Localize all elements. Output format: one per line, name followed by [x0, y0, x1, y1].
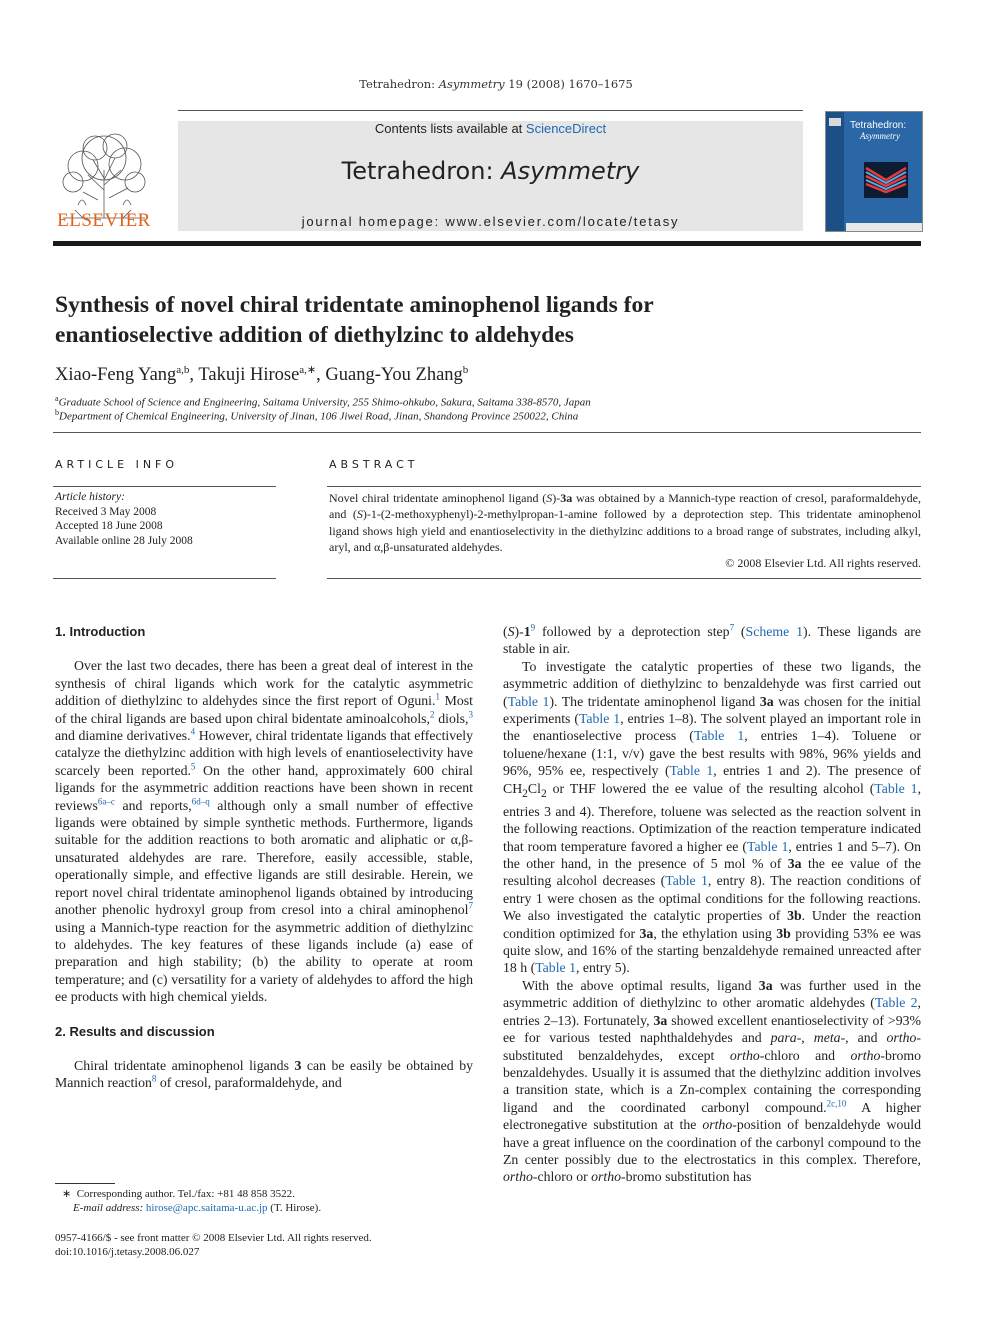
email-link[interactable]: hirose@apc.saitama-u.ac.jp	[145, 1202, 268, 1214]
contents-line: Contents lists available at ScienceDirect	[374, 121, 607, 136]
info-rule-bottom	[53, 578, 276, 579]
results-paragraph: With the above optimal results, ligand 3a was further used in the asymmetric addition of diethylzinc to other aromatic aldehydes (Table 2, entries 2–13). Fortunately, 3a showed excellent enantioselectivity of >93% ee for various tested naphthaldehydes and para-, meta-, and ortho-substituted benzaldehydes, except ortho-chloro and ortho-bromo benzaldehydes. Usually it is assumed that the diethylzinc addition involves a transition state, which is a Zn-complex containing the corresponding ligand and the coordinated carbonyl compound.$^{2c,10}$ A higher electronegative substitution at the ortho-position of benzaldehyde would have a great influence on the coordination of the carbonyl compound to the Zn center possibly due to the electrostatics in this complex. Therefore, ortho-chloro or ortho-bromo substitution has	[503, 977, 922, 1185]
cover-title: Tetrahedron:	[850, 120, 907, 131]
intro-paragraph: Over the last two decades, there has been a great deal of interest in the synthesis of chiral ligands which work for the catalytic asymmetric addition of diethylzinc to aldehydes since the first report of Oguni.$^1$ Most of the chiral ligands are based upon chiral bidentate aminoalcohols,$^2$ diols,$^3$ and diamine derivatives.$^4$ However, chiral tridentate ligands that effectively catalyze the diethylzinc addition with high levels of enantioselectivity have scarcely been reported.$^5$ On the other hand, approximately 600 chiral ligands for the asymmetric addition reactions have been shown in recent reviews$^{6a-c}$ and reports,$^{6d-q}$ although only a small number of effective ligands were obtained by simple synthetic methods. Furthermore, ligands suitable for the addition reactions to both aromatic and aliphatic or α,β-unsaturated aldehydes are rare. Therefore, easily accessible, stable, operationally simple, and effective ligands are still desirable. Herein, we report novel chiral tridentate aminophenol ligands obtained by introducing another phenolic hydroxyl group from cresol into a chiral aminophenol$^7$ using a Mannich-type reaction for the asymmetric addition of diethylzinc to aldehydes. The key features of these ligands include (a) ease of preparation and high stability; (b) the ability to operate at room temperature; and (c) versatility for a variety of aldehydes to afford the high ee products with high chemical yields.	[55, 658, 474, 1005]
corresponding-author-note: ∗ Corresponding author. Tel./fax: +81 48 858 3522.	[62, 1188, 295, 1200]
doi-line[interactable]: doi:10.1016/j.tetasy.2008.06.027	[55, 1246, 200, 1258]
footnote-rule	[55, 1183, 115, 1184]
right-column	[503, 623, 921, 1186]
email-note: E-mail address: hirose@apc.saitama-u.ac.jp (T. Hirose).	[73, 1202, 322, 1214]
results-paragraph-cont: $(S)-1^9$ followed by a deprotection step$^7$ (Scheme 1). These ligands are stable in air.	[503, 622, 921, 657]
info-rule-top	[53, 486, 276, 487]
article-info-heading: ARTICLE INFO	[55, 458, 179, 471]
author-name[interactable]: Xiao-Feng Yang	[55, 365, 177, 386]
journal-citation: Tetrahedron: Asymmetry 19 (2008) 1670–1675	[359, 77, 633, 91]
left-column	[55, 623, 473, 1092]
article-title: Synthesis of novel chiral tridentate aminophenol ligands for enantioselective addition of diethylzinc to aldehydes	[55, 292, 654, 348]
title-rule	[53, 432, 921, 433]
author-name[interactable]: Guang-You Zhang	[325, 365, 463, 386]
abstract-rule-bottom	[327, 578, 921, 579]
author-name[interactable]: Takuji Hirose	[198, 365, 300, 386]
abstract-heading: ABSTRACT	[329, 458, 419, 471]
results-paragraph: Chiral tridentate aminophenol ligands 3 can be easily be obtained by Mannich reaction$^8$ of cresol, paraformaldehyde, and	[55, 1057, 473, 1091]
abstract-copyright: © 2008 Elsevier Ltd. All rights reserved.	[725, 556, 921, 571]
article-history: Article history: Received 3 May 2008 Accepted 18 June 2008 Available online 28 July 2008	[55, 491, 193, 547]
journal-title: Tetrahedron: Asymmetry	[341, 157, 640, 185]
header-rule	[178, 110, 803, 111]
abstract-rule-top	[327, 486, 921, 487]
journal-homepage[interactable]: journal homepage: www.elsevier.com/locate/tetasy	[301, 214, 680, 229]
header-thick-rule	[53, 241, 921, 246]
affiliation-a: $^a$Graduate School of Science and Engineering, Saitama University, 255 Shimo-ohkubo, Sakura, Saitama 338-8570, Japan	[55, 394, 591, 409]
journal-cover-image	[825, 111, 923, 232]
publisher-logo-text: ELSEVIER	[57, 210, 151, 231]
cover-subtitle: Asymmetry	[860, 131, 900, 141]
abstract-text: Novel chiral tridentate aminophenol ligand (S)-3a was obtained by a Mannich-type reaction of cresol, paraformaldehyde, and (S)-1-(2-methoxyphenyl)-2-methylpropan-1-amine followed by a deprotection step. This tridentate aminophenol ligand shows high yield and enantioselectivity in the diethylzinc additions to a broad range of substrates, including alkyl, aryl, and α,β-unsaturated aldehydes. © 2008 Elsevier Ltd. All rights reserved.	[329, 491, 921, 571]
sciencedirect-link[interactable]: ScienceDirect	[525, 121, 607, 136]
results-paragraph: To investigate the catalytic properties of these two ligands, the asymmetric addition of diethylzinc to benzaldehyde was first carried out (Table 1). The tridentate aminophenol ligand 3a was chosen for the initial experiments (Table 1, entries 1–8). The solvent played an important role in the enantioselective process (Table 1, entries 1–4). Toluene or toluene/hexane (1:1, v/v) gave the best results with 98%, 96% yields and 96%, 95% ee, respectively (Table 1, entries 1 and 2). The presence of $CH_2Cl_2$ or THF lowered the ee value of the resulting alcohol (Table 1, entries 3 and 4). Therefore, toluene was selected as the reaction solvent in the following reactions. Optimization of the reaction temperature indicated that room temperature favored a higher ee (Table 1, entries 1 and 5–7). On the other hand, in the presence of 5 mol % of 3a the ee value of the resulting alcohol decreases (Table 1, entry 8). The reaction conditions of entry 1 were chosen as the optimal conditions for the following reactions. We also investigated the catalytic properties of 3b. Under the reaction condition optimized for 3a, the ethylation using 3b providing 53% ee was quite slow, and 16% of the starting benzaldehyde remained unreacted after 18 h (Table 1, entry 5).	[503, 658, 922, 976]
cover-graphic-icon	[864, 162, 908, 198]
affiliation-b: $^b$Department of Chemical Engineering, University of Jinan, 106 Jiwei Road, Jinan, Shandong Province 250022, China	[55, 408, 579, 423]
section-heading-results: 2. Results and discussion	[55, 1023, 215, 1039]
section-heading-introduction: 1. Introduction	[55, 624, 146, 639]
issn-line: 0957-4166/$ - see front matter © 2008 Elsevier Ltd. All rights reserved.	[55, 1232, 372, 1244]
author-list: Xiao-Feng Yang$^{a,b}$, Takuji Hirose$^{a,∗}$, Guang-You Zhang$^b$	[55, 364, 469, 386]
